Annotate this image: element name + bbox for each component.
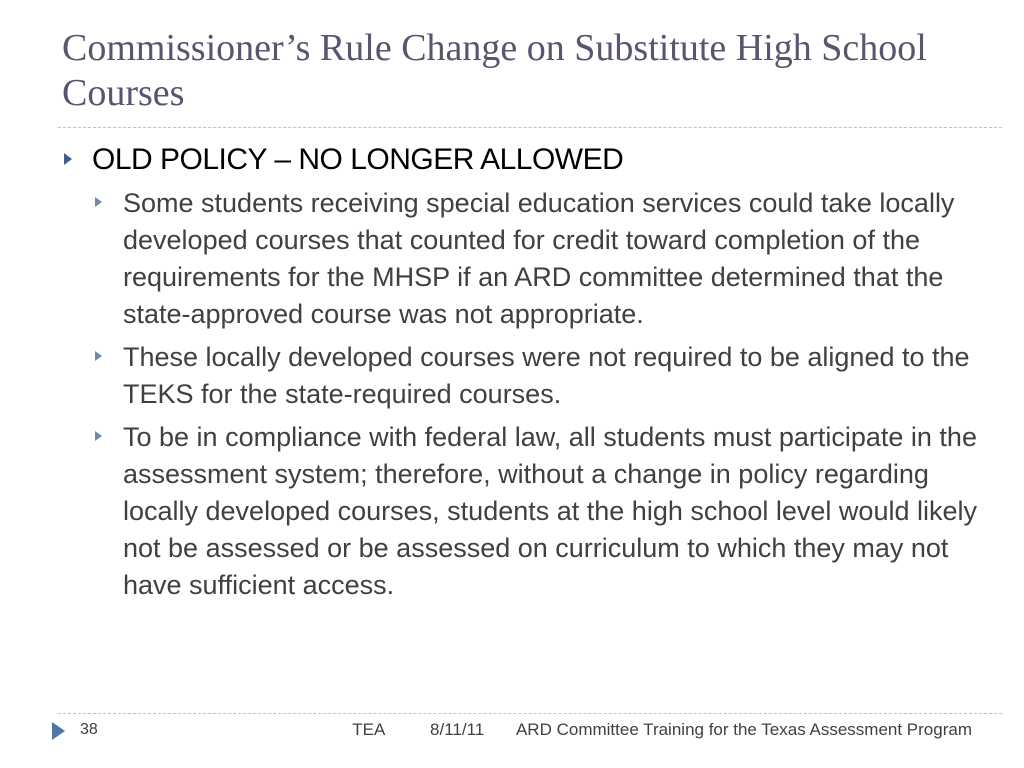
slide-content (62, 141, 982, 610)
sub-bullet-arrow-icon (95, 351, 102, 361)
footer-divider (58, 713, 1002, 714)
sub-bullet-text: To be in compliance with federal law, all students must participate in the assessment system; therefore, without a change in policy regarding locally developed courses, students at the high school level would likely not be assessed or be assessed on curriculum to which they may not have sufficient access. (123, 422, 977, 600)
footer-presentation-title: ARD Committee Training for the Texas Assessment Program (515, 720, 972, 739)
footer-date: 8/11/11 (430, 720, 485, 739)
sub-bullet-arrow-icon (95, 431, 102, 441)
sub-bullet (62, 339, 982, 413)
page-number: 38 (80, 721, 98, 738)
footer-arrow-icon (52, 722, 65, 740)
title-divider (58, 127, 1002, 128)
slide-title: Commissioner’s Rule Change on Substitute High School Courses (62, 27, 927, 114)
sub-bullet-list (62, 185, 982, 604)
main-bullet (62, 141, 982, 179)
sub-bullet-arrow-icon (95, 197, 102, 207)
main-bullet-text: OLD POLICY – NO LONGER ALLOWED (92, 143, 624, 176)
sub-bullet (62, 185, 982, 333)
sub-bullet-text: Some students receiving special education services could take locally developed courses that counted for credit toward completion of the requirements for the MHSP if an ARD committee determined that the state-approved course was not appropriate. (123, 188, 955, 329)
footer-info (352, 720, 972, 740)
sub-bullet (62, 419, 982, 604)
footer-organization: TEA (352, 720, 386, 739)
sub-bullet-text: These locally developed courses were not required to be aligned to the TEKS for the state-required courses. (123, 342, 970, 409)
bullet-arrow-icon (64, 153, 72, 165)
